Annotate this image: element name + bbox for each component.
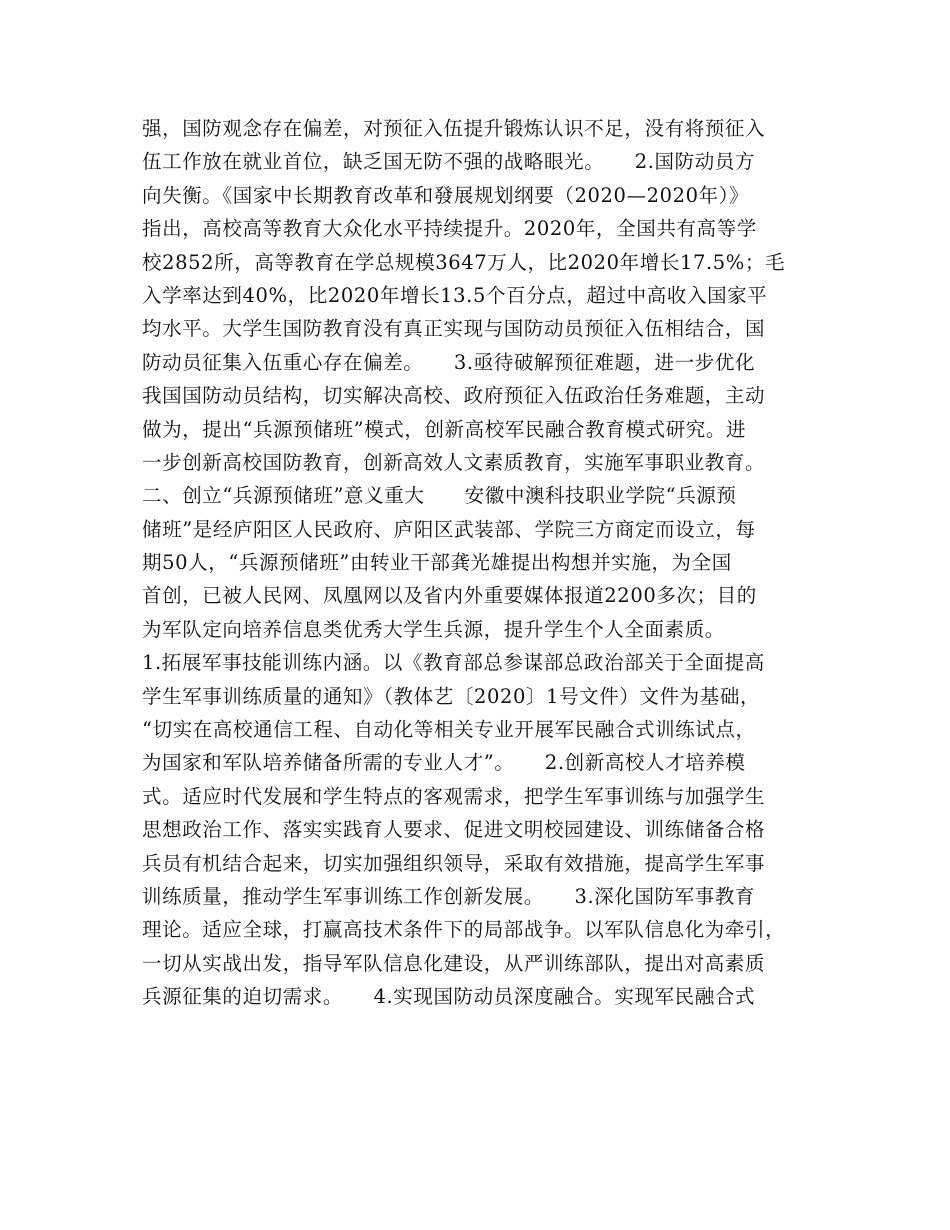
text-line: 理论。适应全球，打赢高技术条件下的局部战争。以军队信息化为牵引， bbox=[142, 918, 786, 942]
text-line: 做为，提出“兵源预储班”模式，创新高校军民融合教育模式研究。进 bbox=[142, 417, 747, 441]
text-line: 为国家和军队培养储备所需的专业人才”。 2.创新高校人才培养模 bbox=[142, 751, 746, 775]
text-line: 我国国防动员结构，切实解决高校、政府预征入伍政治任务难题，主动 bbox=[142, 384, 766, 408]
text-line: 入学率达到40%，比2020年增长13.5个百分点，超过中高收入国家平 bbox=[142, 283, 768, 307]
text-line: 兵源征集的迫切需求。 4.实现国防动员深度融合。实现军民融合式 bbox=[142, 985, 756, 1009]
text-line: 校2852所，高等教育在学总规模3647万人，比2020年增长17.5%；毛 bbox=[142, 250, 786, 274]
text-line: 防动员征集入伍重心存在偏差。 3.亟待破解预征难题，进一步优化 bbox=[142, 350, 756, 374]
text-line: 储班”是经庐阳区人民政府、庐阳区武装部、学院三方商定而设立，每 bbox=[142, 517, 756, 541]
text-line: 兵员有机结合起来，切实加强组织领导，采取有效措施，提高学生军事 bbox=[142, 851, 766, 875]
text-line: 1.拓展军事技能训练内涵。以《教育部总参谋部总政治部关于全面提高 bbox=[142, 651, 765, 675]
text-line: 期50人，“兵源预储班”由转业干部龚光雄提出构想并实施，为全国 bbox=[142, 551, 732, 575]
text-line: 一切从实战出发，指导军队信息化建设，从严训练部队，提出对高素质 bbox=[142, 951, 766, 975]
text-line: 均水平。大学生国防教育没有真正实现与国防动员预征入伍相结合，国 bbox=[142, 317, 766, 341]
text-line: “切实在高校通信工程、自动化等相关专业开展军民融合式训练试点， bbox=[142, 718, 756, 742]
text-line: 伍工作放在就业首位，缺乏国无防不强的战略眼光。 2.国防动员方 bbox=[142, 150, 756, 174]
body-text bbox=[142, 112, 832, 1014]
text-line: 为军队定向培养信息类优秀大学生兵源，提升学生个人全面素质。 bbox=[142, 617, 725, 641]
text-line: 思想政治工作、落实实践育人要求、促进文明校园建设、训练储备合格 bbox=[142, 818, 766, 842]
text-line: 学生军事训练质量的通知》（教体艺〔2020〕1号文件）文件为基础， bbox=[142, 684, 761, 708]
text-line: 向失衡。《国家中长期教育改革和發展规划纲要（2020—2020年）》 bbox=[142, 183, 750, 207]
section-heading-line: 二、创立“兵源预储班”意义重大 安徽中澳科技职业学院“兵源预 bbox=[142, 484, 737, 508]
text-line: 首创，已被人民网、凤凰网以及省内外重要媒体报道2200多次；目的 bbox=[142, 584, 757, 608]
text-line: 式。适应时代发展和学生特点的客观需求，把学生军事训练与加强学生 bbox=[142, 784, 766, 808]
text-line: 强，国防观念存在偏差，对预征入伍提升锻炼认识不足，没有将预征入 bbox=[142, 117, 766, 140]
text-line: 一步创新高校国防教育，创新高效人文素质教育，实施军事职业教育。 bbox=[142, 450, 766, 474]
text-line: 训练质量，推动学生军事训练工作创新发展。 3.深化国防军事教育 bbox=[142, 884, 756, 908]
text-line: 指出，高校高等教育大众化水平持续提升。2020年，全国共有高等学 bbox=[142, 217, 757, 241]
